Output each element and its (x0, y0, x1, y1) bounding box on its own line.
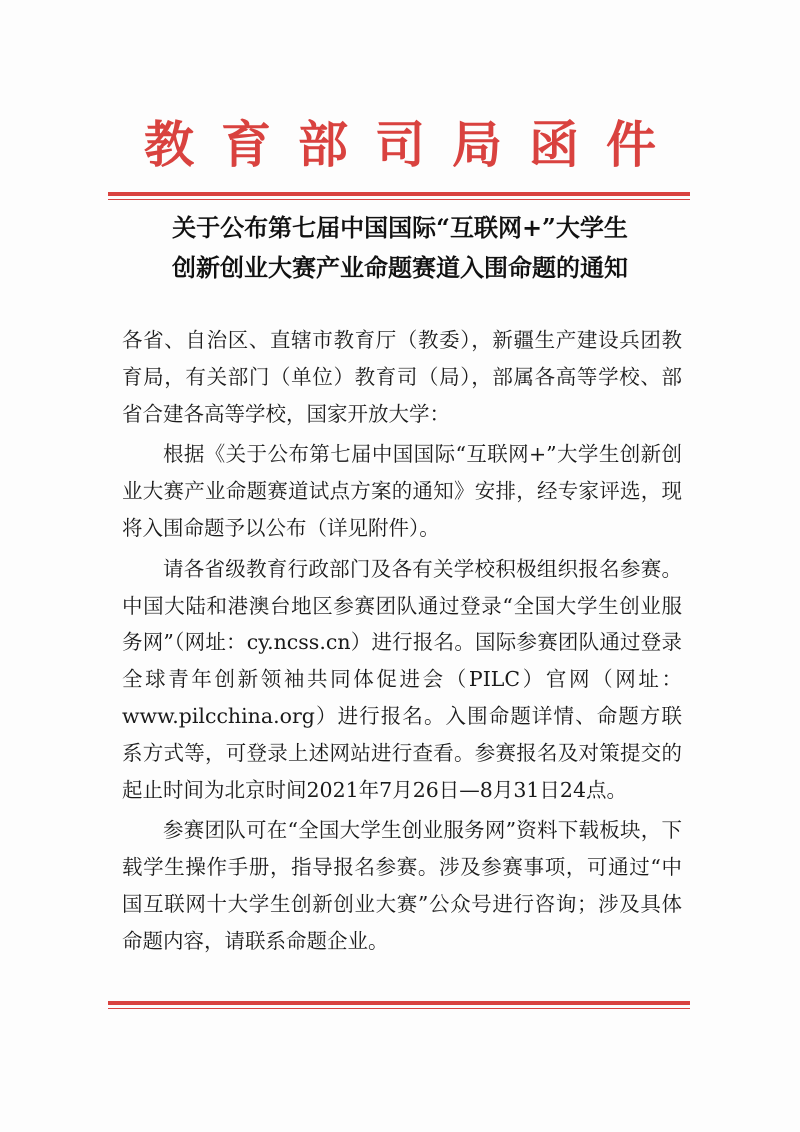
document-title-line-1: 关于公布第七届中国国际“互联网+”大学生 (172, 213, 628, 242)
divider-thick-line (108, 1001, 690, 1005)
letterhead-divider-top (108, 192, 690, 200)
salutation: 各省、自治区、直辖市教育厅（教委），新疆生产建设兵团教育局，有关部门（单位）教育司（局），部属各高等学校、部省合建各高等学校，国家开放大学： (122, 328, 682, 426)
document-title (0, 208, 800, 288)
divider-thin-line (108, 1008, 690, 1009)
body-paragraph-1: 根据《关于公布第七届中国国际“互联网+”大学生创新创业大赛产业命题赛道试点方案的通知》安排，经专家评选，现将入围命题予以公布（详见附件）。 (122, 442, 682, 540)
divider-thin-line (108, 199, 690, 200)
document-title-line-2: 创新创业大赛产业命题赛道入围命题的通知 (172, 253, 628, 282)
divider-thick-line (108, 192, 690, 196)
body-paragraph-3: 参赛团队可在“全国大学生创业服务网”资料下载板块，下载学生操作手册，指导报名参赛。涉及参赛事项，可通过“中国互联网十大学生创新创业大赛”公众号进行咨询；涉及具体命题内容，请联系命题企业。 (122, 818, 682, 953)
body-paragraph-2: 请各省级教育行政部门及各有关学校积极组织报名参赛。中国大陆和港澳台地区参赛团队通过登录“全国大学生创业服务网”（网址：cy.ncss.cn）进行报名。国际参赛团队通过登录全球青年创新领袖共同体促进会（PILC）官网（网址：www.pilcchina.org）进行报名。入围命题详情、命题方联系方式等，可登录上述网站进行查看。参赛报名及对策提交的起止时间为北京时间2021年7月26日—8月31日24点。 (122, 556, 682, 802)
document-body (122, 322, 682, 960)
footer-divider-bottom (108, 1001, 690, 1009)
letterhead-title: 教育部司局函件 (144, 115, 683, 174)
